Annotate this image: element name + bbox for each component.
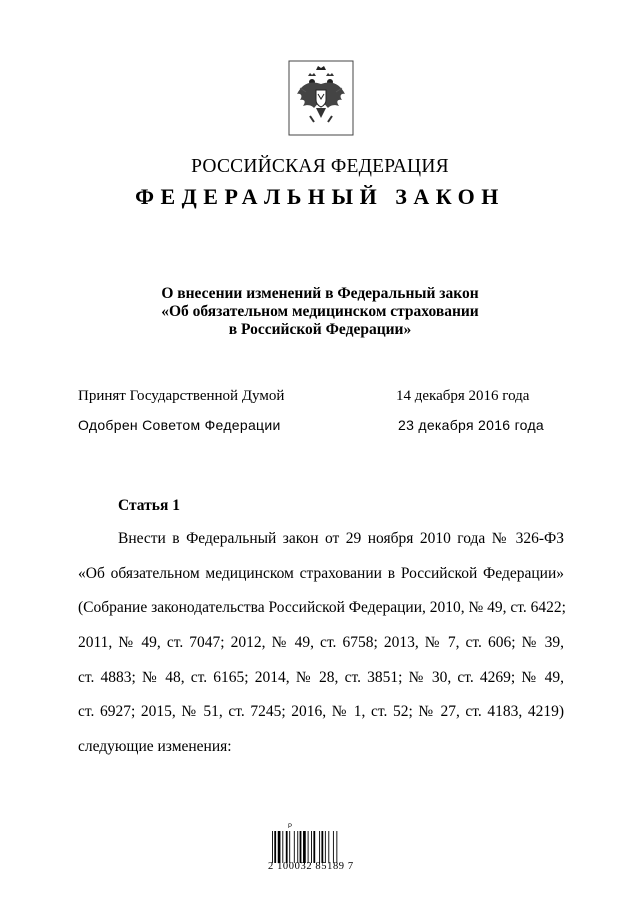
law-title-line: О внесении изменений в Федеральный закон bbox=[161, 285, 479, 302]
law-title-line: в Российской Федерации» bbox=[228, 321, 412, 338]
paragraph-line: «Об обязательном медицинском страховании в Российской Федерации» bbox=[78, 564, 564, 582]
country-name: РОССИЙСКАЯ ФЕДЕРАЦИЯ bbox=[191, 156, 449, 177]
svg-text:Р: Р bbox=[288, 824, 293, 830]
article-paragraph bbox=[78, 530, 564, 773]
adoption-label: Принят Государственной Думой bbox=[78, 388, 285, 404]
paragraph-line: 2011, № 49, ст. 7047; 2012, № 49, ст. 6758; 2013, № 7, ст. 606; № 39, bbox=[78, 634, 564, 652]
paragraph-line: следующие изменения: bbox=[78, 738, 232, 756]
adoption-date: 23 декабря 2016 года bbox=[398, 417, 545, 433]
adoption-label: Одобрен Советом Федерации bbox=[78, 417, 281, 433]
law-title bbox=[0, 285, 640, 339]
paragraph-line: Внести в Федеральный закон от 29 ноября 2010 года № 326-ФЗ bbox=[118, 530, 564, 547]
article-heading: Статья 1 bbox=[118, 497, 180, 514]
paragraph-line: ст. 4883; № 48, ст. 6165; 2014, № 28, ст. 3851; № 30, ст. 4269; № 49, bbox=[78, 668, 564, 686]
law-title-line: «Об обязательном медицинском страховании bbox=[161, 303, 479, 320]
paragraph-line: (Собрание законодательства Российской Федерации, 2010, № 49, ст. 6422; bbox=[78, 599, 566, 617]
document-type: ФЕДЕРАЛЬНЫЙ ЗАКОН bbox=[135, 184, 505, 209]
double-headed-eagle-emblem-icon bbox=[288, 60, 354, 136]
adoption-date: 14 декабря 2016 года bbox=[396, 388, 530, 404]
barcode-number: 2 100032 85189 7 bbox=[268, 861, 354, 872]
paragraph-line: ст. 6927; 2015, № 51, ст. 7245; 2016, № 1, ст. 52; № 27, ст. 4183, 4219) bbox=[78, 703, 564, 721]
